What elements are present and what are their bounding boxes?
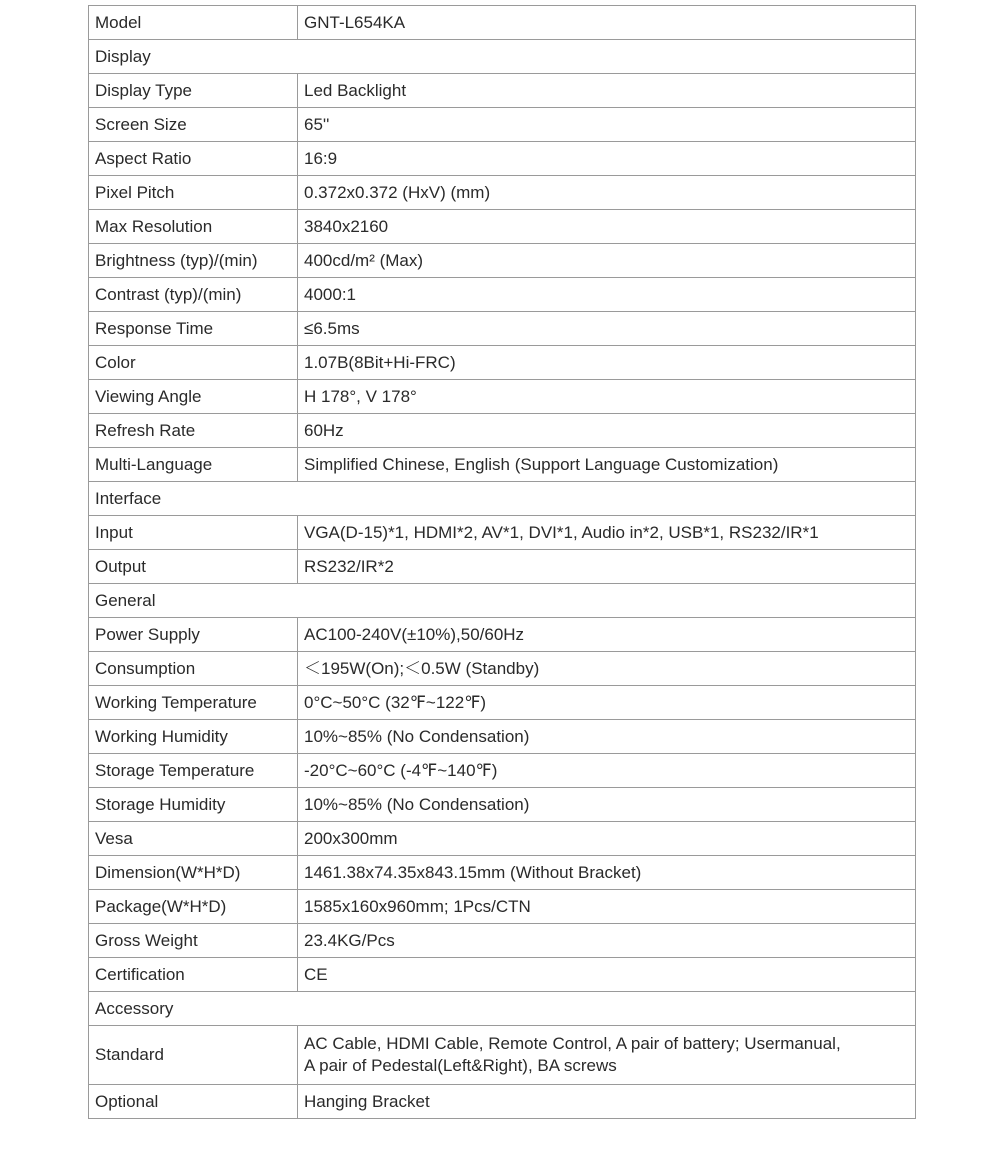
spec-label: Package(W*H*D) bbox=[89, 890, 298, 924]
spec-value: 4000:1 bbox=[298, 278, 916, 312]
spec-value: H 178°, V 178° bbox=[298, 380, 916, 414]
spec-value: VGA(D-15)*1, HDMI*2, AV*1, DVI*1, Audio in*2, USB*1, RS232/IR*1 bbox=[298, 516, 916, 550]
spec-value: Simplified Chinese, English (Support Language Customization) bbox=[298, 448, 916, 482]
spec-label: Color bbox=[89, 346, 298, 380]
section-row bbox=[89, 584, 916, 618]
spec-value: ≤6.5ms bbox=[298, 312, 916, 346]
spec-row bbox=[89, 720, 916, 754]
spec-value: AC100-240V(±10%),50/60Hz bbox=[298, 618, 916, 652]
spec-value: 0.372x0.372 (HxV) (mm) bbox=[298, 176, 916, 210]
spec-label: Input bbox=[89, 516, 298, 550]
section-row bbox=[89, 482, 916, 516]
spec-label: Multi-Language bbox=[89, 448, 298, 482]
spec-row bbox=[89, 210, 916, 244]
spec-label: Screen Size bbox=[89, 108, 298, 142]
spec-table-body bbox=[89, 6, 916, 1119]
spec-row bbox=[89, 142, 916, 176]
spec-row bbox=[89, 414, 916, 448]
spec-label: Power Supply bbox=[89, 618, 298, 652]
spec-label: Contrast (typ)/(min) bbox=[89, 278, 298, 312]
spec-label: Max Resolution bbox=[89, 210, 298, 244]
spec-value: Led Backlight bbox=[298, 74, 916, 108]
section-row bbox=[89, 40, 916, 74]
spec-row bbox=[89, 924, 916, 958]
spec-value: 400cd/m² (Max) bbox=[298, 244, 916, 278]
spec-value: ＜195W(On);＜0.5W (Standby) bbox=[298, 652, 916, 686]
spec-label: Storage Humidity bbox=[89, 788, 298, 822]
spec-row bbox=[89, 618, 916, 652]
spec-row bbox=[89, 244, 916, 278]
spec-label: Dimension(W*H*D) bbox=[89, 856, 298, 890]
section-heading: Interface bbox=[89, 482, 916, 516]
spec-row bbox=[89, 1026, 916, 1085]
spec-value: -20°C~60°C (-4℉~140℉) bbox=[298, 754, 916, 788]
spec-value bbox=[298, 1026, 916, 1085]
spec-label: Aspect Ratio bbox=[89, 142, 298, 176]
spec-value: 3840x2160 bbox=[298, 210, 916, 244]
spec-label: Output bbox=[89, 550, 298, 584]
spec-value: 16:9 bbox=[298, 142, 916, 176]
spec-value-line: AC Cable, HDMI Cable, Remote Control, A pair of battery; Usermanual, bbox=[304, 1034, 841, 1053]
spec-value: GNT-L654KA bbox=[298, 6, 916, 40]
spec-label: Vesa bbox=[89, 822, 298, 856]
spec-label: Certification bbox=[89, 958, 298, 992]
spec-label: Storage Temperature bbox=[89, 754, 298, 788]
spec-row bbox=[89, 958, 916, 992]
spec-row bbox=[89, 822, 916, 856]
spec-label: Model bbox=[89, 6, 298, 40]
spec-value: 1.07B(8Bit+Hi-FRC) bbox=[298, 346, 916, 380]
spec-value: 1585x160x960mm; 1Pcs/CTN bbox=[298, 890, 916, 924]
spec-row bbox=[89, 278, 916, 312]
spec-value-line: A pair of Pedestal(Left&Right), BA screws bbox=[304, 1056, 617, 1075]
spec-label: Standard bbox=[89, 1026, 298, 1085]
section-heading: Accessory bbox=[89, 992, 916, 1026]
spec-row bbox=[89, 6, 916, 40]
spec-value: RS232/IR*2 bbox=[298, 550, 916, 584]
spec-row bbox=[89, 652, 916, 686]
spec-value: 23.4KG/Pcs bbox=[298, 924, 916, 958]
spec-value: 10%~85% (No Condensation) bbox=[298, 720, 916, 754]
spec-value: 60Hz bbox=[298, 414, 916, 448]
spec-row bbox=[89, 686, 916, 720]
spec-row bbox=[89, 754, 916, 788]
spec-label: Optional bbox=[89, 1085, 298, 1119]
spec-label: Refresh Rate bbox=[89, 414, 298, 448]
spec-label: Viewing Angle bbox=[89, 380, 298, 414]
spec-label: Gross Weight bbox=[89, 924, 298, 958]
spec-value: CE bbox=[298, 958, 916, 992]
spec-row bbox=[89, 108, 916, 142]
spec-row bbox=[89, 74, 916, 108]
spec-value: 10%~85% (No Condensation) bbox=[298, 788, 916, 822]
spec-label: Pixel Pitch bbox=[89, 176, 298, 210]
spec-row bbox=[89, 1085, 916, 1119]
spec-row bbox=[89, 516, 916, 550]
spec-row bbox=[89, 448, 916, 482]
spec-row bbox=[89, 176, 916, 210]
section-heading: Display bbox=[89, 40, 916, 74]
spec-row bbox=[89, 856, 916, 890]
spec-row bbox=[89, 890, 916, 924]
spec-row bbox=[89, 312, 916, 346]
spec-value: 200x300mm bbox=[298, 822, 916, 856]
spec-label: Working Temperature bbox=[89, 686, 298, 720]
spec-label: Working Humidity bbox=[89, 720, 298, 754]
spec-value: 65'' bbox=[298, 108, 916, 142]
spec-row bbox=[89, 550, 916, 584]
spec-label: Consumption bbox=[89, 652, 298, 686]
section-heading: General bbox=[89, 584, 916, 618]
spec-row bbox=[89, 788, 916, 822]
spec-label: Brightness (typ)/(min) bbox=[89, 244, 298, 278]
spec-value: Hanging Bracket bbox=[298, 1085, 916, 1119]
spec-table bbox=[88, 5, 916, 1119]
spec-value: 0°C~50°C (32℉~122℉) bbox=[298, 686, 916, 720]
spec-label: Response Time bbox=[89, 312, 298, 346]
spec-row bbox=[89, 346, 916, 380]
spec-label: Display Type bbox=[89, 74, 298, 108]
spec-value: 1461.38x74.35x843.15mm (Without Bracket) bbox=[298, 856, 916, 890]
spec-row bbox=[89, 380, 916, 414]
section-row bbox=[89, 992, 916, 1026]
